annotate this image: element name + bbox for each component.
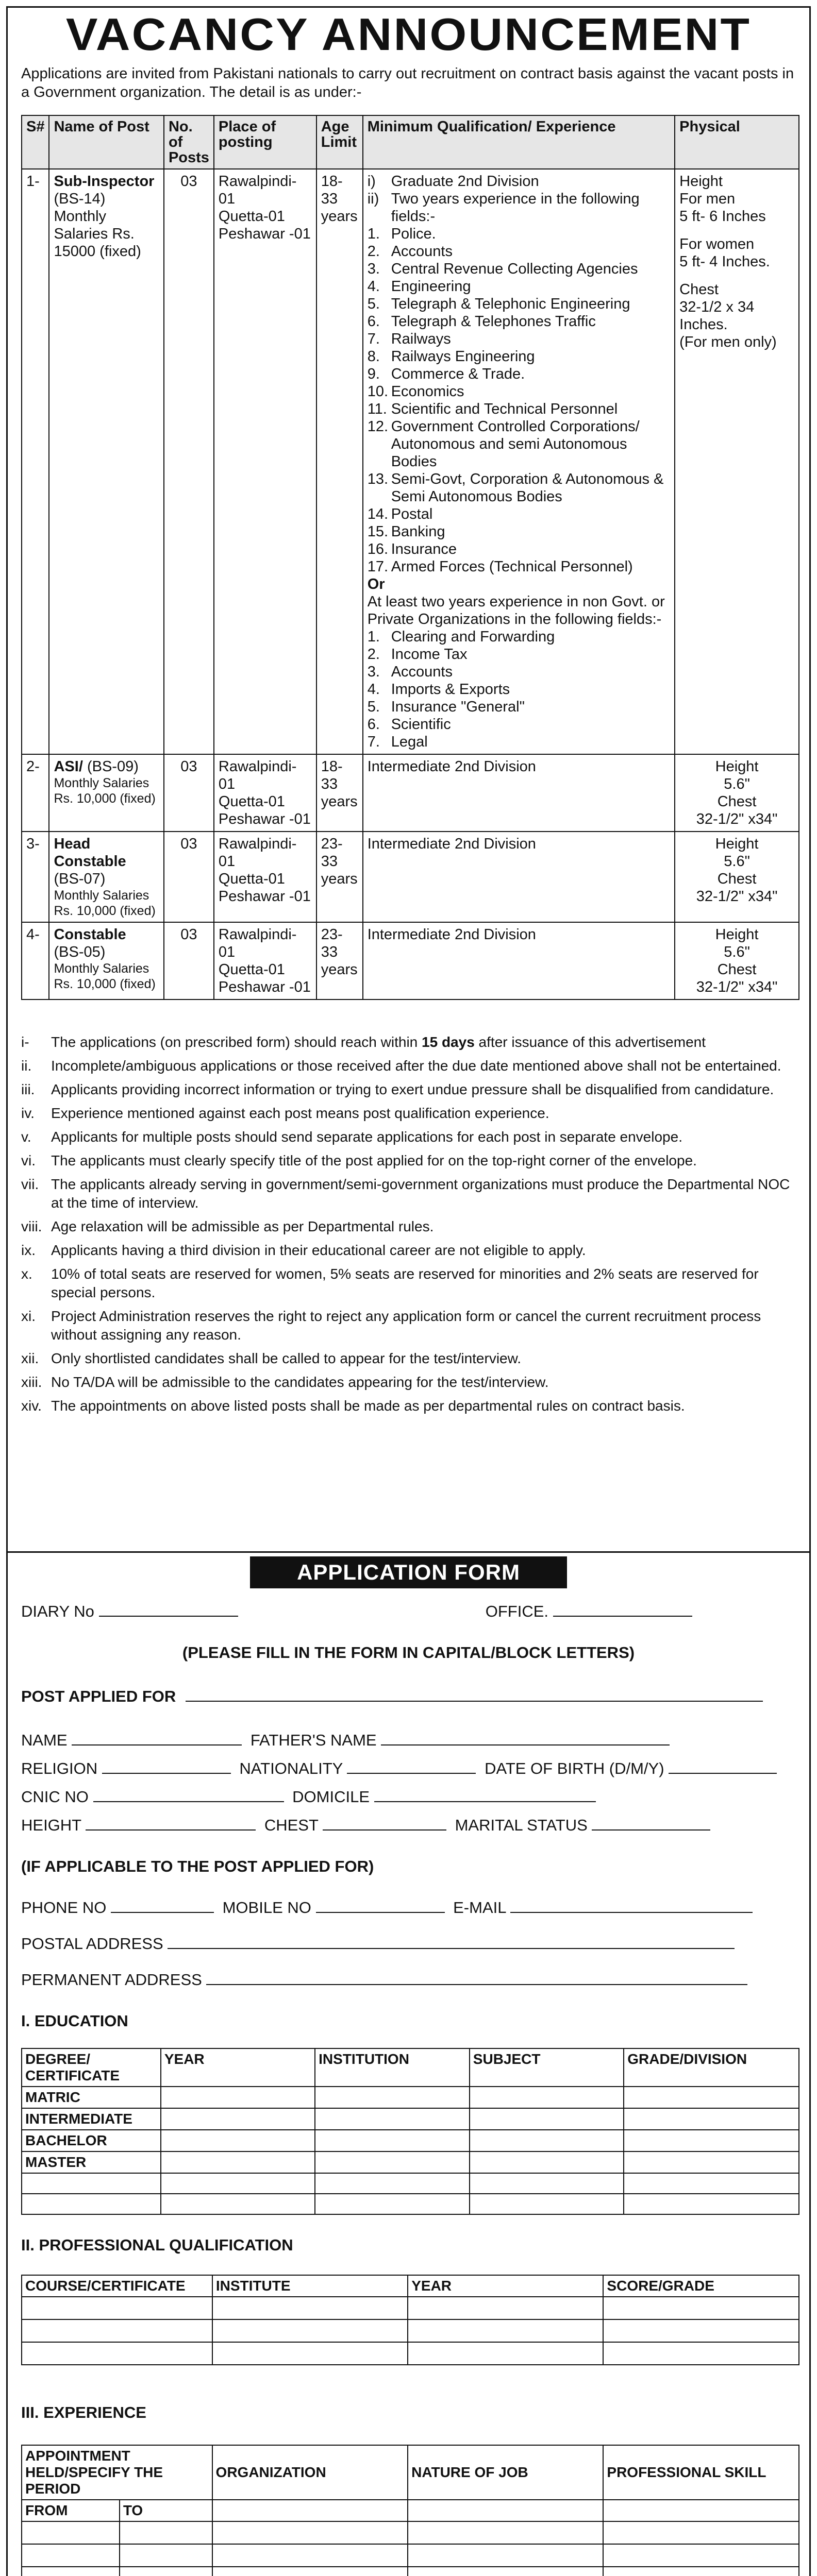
- row-post: [49, 754, 163, 832]
- physical-item: [679, 270, 794, 281]
- email-label: E-MAIL: [453, 1899, 506, 1917]
- post-salary: Monthly Salaries Rs. 15000 (fixed): [54, 208, 141, 260]
- diary-row: [21, 1602, 696, 1621]
- row-no-of-posts: 03: [164, 754, 214, 832]
- domicile-label: DOMICILE: [292, 1788, 370, 1806]
- exp-header-skill: PROFESSIONAL SKILL: [603, 2445, 799, 2500]
- prof-header: COURSE/CERTIFICATE: [22, 2275, 212, 2297]
- vacancy-row: [22, 922, 799, 999]
- edu-degree: BACHELOR: [22, 2130, 161, 2151]
- marital-label: MARITAL STATUS: [455, 1816, 588, 1834]
- header-sn: S#: [22, 115, 49, 169]
- qualification-item: 7. Railways: [367, 331, 451, 347]
- applicable-note: (IF APPLICABLE TO THE POST APPLIED FOR): [21, 1857, 374, 1875]
- exp-cell[interactable]: [603, 2544, 799, 2567]
- qualification-item: 2. Income Tax: [367, 646, 468, 663]
- nationality-label: NATIONALITY: [239, 1759, 343, 1777]
- exp-cell[interactable]: [22, 2544, 120, 2567]
- exp-header-appointment: APPOINTMENT HELD/SPECIFY THE PERIOD: [22, 2445, 212, 2500]
- edu-cell[interactable]: [315, 2151, 470, 2173]
- professional-title: II. PROFESSIONAL QUALIFICATION: [21, 2236, 293, 2254]
- row-post: [49, 922, 163, 999]
- instruction-item: iii. Applicants providing incorrect information or trying to exert undue pressure shall be disqualified from candidature.: [21, 1081, 774, 1097]
- religion-label: RELIGION: [21, 1759, 98, 1777]
- alternate-experience: At least two years experience in non Govt. or Private Organizations in the following fields:-: [367, 594, 665, 628]
- phone-label: PHONE NO: [21, 1899, 107, 1917]
- edu-degree: MATRIC: [22, 2087, 161, 2108]
- place-item: Peshawar -01: [218, 811, 311, 827]
- exp-cell[interactable]: [408, 2544, 603, 2567]
- place-item: Quetta-01: [218, 208, 285, 225]
- edu-header: YEAR: [161, 2048, 315, 2087]
- edu-row: [22, 2194, 799, 2214]
- instruction-item: xi. Project Administration reserves the right to reject any application form or cancel the current recruitment process without assigning any reason.: [21, 1308, 761, 1343]
- postal-field[interactable]: [168, 1935, 735, 1949]
- prof-cell[interactable]: [408, 2342, 603, 2365]
- physical-item: 32-1/2 x 34 Inches.: [679, 299, 755, 333]
- physical-item: 32-1/2" x34": [696, 888, 778, 905]
- education-title: I. EDUCATION: [21, 2012, 128, 2030]
- row-sn: 1-: [22, 169, 49, 754]
- chest-field[interactable]: [323, 1816, 446, 1831]
- qualification-item: 5. Insurance "General": [367, 699, 525, 715]
- header-no-of-posts: No. of Posts: [164, 115, 214, 169]
- exp-cell[interactable]: [120, 2567, 212, 2576]
- edu-cell[interactable]: [161, 2151, 315, 2173]
- post-title: Constable: [54, 926, 126, 943]
- instruction-item: vii. The applicants already serving in government/semi-government organizations must produce the Departmental NOC at the time of interview.: [21, 1176, 790, 1211]
- qualification-item: 17. Armed Forces (Technical Personnel): [367, 558, 633, 575]
- qualification-item: 6. Scientific: [367, 716, 451, 733]
- vacancy-rows: [22, 169, 799, 999]
- edu-header: INSTITUTION: [315, 2048, 470, 2087]
- qualification-item: 1. Police.: [367, 226, 436, 242]
- edu-row: [22, 2130, 799, 2151]
- page-title: VACANCY ANNOUNCEMENT: [65, 9, 752, 60]
- row-sn: 2-: [22, 754, 49, 832]
- row-no-of-posts: 03: [164, 169, 214, 754]
- form-heading: APPLICATION FORM: [250, 1556, 567, 1588]
- row-qualification: Intermediate 2nd Division: [363, 754, 675, 832]
- instruction-item: viii. Age relaxation will be admissible as per Departmental rules.: [21, 1218, 434, 1234]
- edu-cell[interactable]: [470, 2151, 624, 2173]
- prof-row: [22, 2297, 799, 2319]
- edu-cell[interactable]: [315, 2108, 470, 2130]
- edu-cell[interactable]: [470, 2130, 624, 2151]
- chest-label: CHEST: [264, 1816, 319, 1834]
- office-field[interactable]: [553, 1602, 692, 1617]
- qualification-item: 3. Central Revenue Collecting Agencies: [367, 261, 638, 277]
- instruction-item: xiv. The appointments on above listed posts shall be made as per departmental rules on contract basis.: [21, 1398, 685, 1414]
- instruction-item: ix. Applicants having a third division in their educational career are not eligible to apply.: [21, 1242, 586, 1258]
- exp-cell[interactable]: [22, 2567, 120, 2576]
- father-name-label: FATHER'S NAME: [250, 1731, 377, 1749]
- edu-degree: MASTER: [22, 2151, 161, 2173]
- permanent-label: PERMANENT ADDRESS: [21, 1971, 202, 1989]
- post-salary: Monthly Salaries Rs. 10,000 (fixed): [54, 961, 156, 991]
- permanent-field[interactable]: [206, 1971, 747, 1985]
- diary-field[interactable]: [99, 1602, 238, 1617]
- mobile-label: MOBILE NO: [222, 1899, 311, 1917]
- prof-cell[interactable]: [22, 2342, 212, 2365]
- qualification-item: 8. Railways Engineering: [367, 348, 535, 365]
- exp-cell[interactable]: [212, 2567, 408, 2576]
- email-field[interactable]: [510, 1899, 753, 1913]
- qualification-item: 15. Banking: [367, 523, 445, 540]
- row-physical: [675, 169, 799, 754]
- row-place: [214, 922, 316, 999]
- post-salary: Monthly Salaries Rs. 10,000 (fixed): [54, 888, 156, 918]
- fill-instruction: (PLEASE FILL IN THE FORM IN CAPITAL/BLOCK LETTERS): [182, 1643, 635, 1662]
- exp-cell[interactable]: [22, 2521, 120, 2544]
- qualification-item: 14. Postal: [367, 506, 433, 522]
- exp-blank[interactable]: [408, 2500, 603, 2521]
- religion-field[interactable]: [102, 1759, 231, 1774]
- qualification-item: 12. Government Controlled Corporations/ Autonomous and semi Autonomous Bodies: [367, 418, 640, 470]
- education-table: [21, 2048, 799, 2215]
- place-item: Quetta-01: [218, 871, 285, 887]
- edu-cell[interactable]: [470, 2173, 624, 2194]
- post-applied-label: POST APPLIED FOR: [21, 1687, 176, 1705]
- dob-label: DATE OF BIRTH (D/M/Y): [485, 1759, 664, 1777]
- place-item: Rawalpindi-01: [218, 758, 297, 792]
- height-label: HEIGHT: [21, 1816, 81, 1834]
- row-qualification: [363, 169, 675, 754]
- row-post: [49, 169, 163, 754]
- height-field[interactable]: [86, 1816, 256, 1831]
- instruction-item: xii. Only shortlisted candidates shall be called to appear for the test/interview.: [21, 1350, 522, 1366]
- edu-cell[interactable]: [624, 2173, 799, 2194]
- mobile-field[interactable]: [316, 1899, 445, 1913]
- edu-cell[interactable]: [470, 2087, 624, 2108]
- prof-cell[interactable]: [408, 2297, 603, 2319]
- qualification-item: 2. Accounts: [367, 243, 453, 260]
- physical-item: 5.6": [724, 776, 750, 792]
- edu-row: [22, 2173, 799, 2194]
- physical-item: Chest: [717, 961, 757, 978]
- vacancy-row: [22, 754, 799, 832]
- professional-table: [21, 2275, 799, 2365]
- exp-cell[interactable]: [120, 2544, 212, 2567]
- advertisement-page: [6, 6, 811, 2576]
- prof-cell[interactable]: [408, 2319, 603, 2342]
- name-row: [21, 1731, 674, 1750]
- place-item: Peshawar -01: [218, 979, 311, 995]
- edu-row: [22, 2108, 799, 2130]
- phone-field[interactable]: [111, 1899, 214, 1913]
- physical-item: Chest: [717, 793, 757, 810]
- exp-header-from: FROM: [22, 2500, 120, 2521]
- place-item: Peshawar -01: [218, 888, 311, 905]
- edu-cell[interactable]: [315, 2130, 470, 2151]
- instruction-item: ii. Incomplete/ambiguous applications or those received after the due date mentioned above shall not be entertained.: [21, 1058, 781, 1074]
- instructions-list: [21, 1033, 799, 1420]
- edu-cell[interactable]: [624, 2087, 799, 2108]
- row-place: [214, 832, 316, 922]
- row-qualification: Intermediate 2nd Division: [363, 922, 675, 999]
- header-age: Age Limit: [316, 115, 363, 169]
- post-applied-row: [21, 1687, 767, 1706]
- place-item: Quetta-01: [218, 793, 285, 810]
- qualification-item: 7. Legal: [367, 734, 428, 750]
- header-qualification: Minimum Qualification/ Experience: [363, 115, 675, 169]
- qualification-item: 5. Telegraph & Telephonic Engineering: [367, 296, 630, 312]
- nationality-field[interactable]: [347, 1759, 476, 1774]
- instruction-item: i- The applications (on prescribed form) should reach within 15 days after issuance of this advertisement: [21, 1034, 706, 1050]
- physical-item: 32-1/2" x34": [696, 979, 778, 995]
- exp-header-nature: NATURE OF JOB: [408, 2445, 603, 2500]
- row-sn: 3-: [22, 832, 49, 922]
- physical-item: For men: [679, 191, 736, 207]
- qualification-item: 4. Imports & Exports: [367, 681, 510, 698]
- edu-cell[interactable]: [22, 2194, 161, 2214]
- row-physical: [675, 922, 799, 999]
- experience-title: III. EXPERIENCE: [21, 2403, 146, 2421]
- row-no-of-posts: 03: [164, 832, 214, 922]
- edu-header: GRADE/DIVISION: [624, 2048, 799, 2087]
- header-post: Name of Post: [49, 115, 163, 169]
- name-field[interactable]: [72, 1731, 242, 1745]
- edu-degree: INTERMEDIATE: [22, 2108, 161, 2130]
- edu-cell[interactable]: [161, 2130, 315, 2151]
- name-label: NAME: [21, 1731, 68, 1749]
- edu-cell[interactable]: [22, 2173, 161, 2194]
- edu-cell[interactable]: [624, 2130, 799, 2151]
- qualification-item: 9. Commerce & Trade.: [367, 366, 525, 382]
- prof-header: SCORE/GRADE: [603, 2275, 799, 2297]
- prof-cell[interactable]: [22, 2297, 212, 2319]
- post-salary: Monthly Salaries Rs. 10,000 (fixed): [54, 776, 156, 806]
- postal-row: [21, 1935, 739, 1953]
- vacancy-table: [21, 115, 799, 1000]
- exp-header-to: TO: [120, 2500, 212, 2521]
- edu-cell[interactable]: [624, 2151, 799, 2173]
- exp-cell[interactable]: [212, 2544, 408, 2567]
- row-post: [49, 832, 163, 922]
- prof-row: [22, 2319, 799, 2342]
- row-place: [214, 169, 316, 754]
- cnic-label: CNIC NO: [21, 1788, 89, 1806]
- edu-cell[interactable]: [624, 2108, 799, 2130]
- post-scale: (BS-05): [54, 944, 106, 960]
- prof-cell[interactable]: [212, 2342, 408, 2365]
- physical-item: 5 ft- 6 Inches: [679, 208, 766, 225]
- instruction-item: iv. Experience mentioned against each post means post qualification experience.: [21, 1105, 549, 1121]
- row-physical: [675, 832, 799, 922]
- row-age: 23-33 years: [316, 832, 363, 922]
- row-age: 18-33 years: [316, 169, 363, 754]
- prof-cell[interactable]: [212, 2297, 408, 2319]
- header-place: Place of posting: [214, 115, 316, 169]
- place-item: Peshawar -01: [218, 226, 311, 242]
- qualification-item: ii) Two years experience in the following fields:-: [367, 191, 640, 225]
- prof-header: YEAR: [408, 2275, 603, 2297]
- cnic-field[interactable]: [93, 1788, 284, 1802]
- post-scale: (BS-07): [54, 871, 106, 887]
- dob-field[interactable]: [669, 1759, 777, 1774]
- row-age: 18-33 years: [316, 754, 363, 832]
- exp-cell[interactable]: [408, 2521, 603, 2544]
- post-title: Head Constable: [54, 836, 126, 870]
- physical-item: (For men only): [679, 334, 777, 350]
- edu-cell[interactable]: [161, 2087, 315, 2108]
- edu-row: [22, 2087, 799, 2108]
- row-qualification: Intermediate 2nd Division: [363, 832, 675, 922]
- religion-row: [21, 1759, 781, 1778]
- prof-cell[interactable]: [603, 2319, 799, 2342]
- edu-cell[interactable]: [161, 2194, 315, 2214]
- place-item: Rawalpindi-01: [218, 173, 297, 207]
- cnic-row: [21, 1788, 600, 1806]
- physical-item: Height: [715, 758, 759, 775]
- phone-row: [21, 1899, 757, 1917]
- exp-blank[interactable]: [212, 2500, 408, 2521]
- instruction-item: vi. The applicants must clearly specify title of the post applied for on the top-right corner of the envelope.: [21, 1153, 697, 1168]
- prof-header: INSTITUTE: [212, 2275, 408, 2297]
- qualification-item: 13. Semi-Govt, Corporation & Autonomous & Semi Autonomous Bodies: [367, 471, 664, 505]
- physical-item: 5 ft- 4 Inches.: [679, 253, 770, 270]
- edu-cell[interactable]: [315, 2194, 470, 2214]
- row-no-of-posts: 03: [164, 922, 214, 999]
- instruction-item: v. Applicants for multiple posts should send separate applications for each post in separate envelope.: [21, 1129, 682, 1145]
- qualification-item: 11. Scientific and Technical Personnel: [367, 401, 618, 417]
- physical-item: Height: [715, 926, 759, 943]
- row-sn: 4-: [22, 922, 49, 999]
- row-place: [214, 754, 316, 832]
- physical-item: 5.6": [724, 944, 750, 960]
- height-row: [21, 1816, 714, 1835]
- marital-field[interactable]: [592, 1816, 710, 1831]
- edu-cell[interactable]: [161, 2173, 315, 2194]
- exp-blank[interactable]: [603, 2500, 799, 2521]
- domicile-field[interactable]: [374, 1788, 596, 1802]
- exp-row: [22, 2544, 799, 2567]
- edu-cell[interactable]: [315, 2173, 470, 2194]
- physical-item: Height: [715, 836, 759, 852]
- exp-cell[interactable]: [212, 2521, 408, 2544]
- edu-cell[interactable]: [624, 2194, 799, 2214]
- exp-cell[interactable]: [603, 2567, 799, 2576]
- place-item: Rawalpindi-01: [218, 926, 297, 960]
- edu-cell[interactable]: [161, 2108, 315, 2130]
- edu-cell[interactable]: [315, 2087, 470, 2108]
- prof-row: [22, 2342, 799, 2365]
- row-age: 23-33 years: [316, 922, 363, 999]
- exp-cell[interactable]: [408, 2567, 603, 2576]
- prof-cell[interactable]: [212, 2319, 408, 2342]
- prof-cell[interactable]: [603, 2342, 799, 2365]
- physical-item: Height: [679, 173, 723, 190]
- exp-cell[interactable]: [603, 2521, 799, 2544]
- father-name-field[interactable]: [381, 1731, 670, 1745]
- prof-cell[interactable]: [22, 2319, 212, 2342]
- experience-table: [21, 2445, 799, 2576]
- diary-label: DIARY No: [21, 1602, 94, 1620]
- prof-cell[interactable]: [603, 2297, 799, 2319]
- exp-header-organization: ORGANIZATION: [212, 2445, 408, 2500]
- qualification-item: 4. Engineering: [367, 278, 471, 295]
- qualification-item: 1. Clearing and Forwarding: [367, 629, 555, 645]
- qualification-item: 6. Telegraph & Telephones Traffic: [367, 313, 596, 330]
- instruction-item: x. 10% of total seats are reserved for women, 5% seats are reserved for minorities and 2% seats are reserved for special persons.: [21, 1266, 759, 1300]
- permanent-row: [21, 1971, 752, 1989]
- vacancy-row: [22, 832, 799, 922]
- physical-item: Chest: [717, 871, 757, 887]
- physical-item: 5.6": [724, 853, 750, 870]
- edu-header: SUBJECT: [470, 2048, 624, 2087]
- row-physical: [675, 754, 799, 832]
- edu-cell[interactable]: [470, 2108, 624, 2130]
- qualification-item: 10. Economics: [367, 383, 464, 400]
- postal-label: POSTAL ADDRESS: [21, 1935, 163, 1953]
- place-item: Rawalpindi-01: [218, 836, 297, 870]
- office-label: OFFICE.: [485, 1602, 549, 1620]
- physical-item: 32-1/2" x34": [696, 811, 778, 827]
- post-title: Sub-Inspector: [54, 173, 155, 190]
- post-scale: (BS-14): [54, 191, 106, 207]
- edu-header: DEGREE/ CERTIFICATE: [22, 2048, 161, 2087]
- instruction-item: xiii. No TA/DA will be admissible to the candidates appearing for the test/interview.: [21, 1374, 549, 1390]
- edu-row: [22, 2151, 799, 2173]
- vacancy-row: [22, 169, 799, 754]
- header-physical: Physical: [675, 115, 799, 169]
- or-label: Or: [367, 576, 385, 592]
- exp-row: [22, 2521, 799, 2544]
- post-applied-field[interactable]: [186, 1687, 763, 1702]
- physical-item: [679, 225, 794, 235]
- physical-item: Chest: [679, 281, 719, 298]
- qualification-item: 3. Accounts: [367, 664, 453, 680]
- post-title: ASI/ (BS-09): [54, 758, 139, 775]
- intro-paragraph: Applications are invited from Pakistani nationals to carry out recruitment on contract basis against the vacant posts in a Government organization. The detail is as under:-: [21, 65, 794, 100]
- section-divider: [8, 1551, 809, 1553]
- exp-row: [22, 2567, 799, 2576]
- place-item: Quetta-01: [218, 961, 285, 978]
- qualification-item: i) Graduate 2nd Division: [367, 173, 539, 190]
- physical-item: For women: [679, 236, 755, 252]
- edu-cell[interactable]: [470, 2194, 624, 2214]
- exp-cell[interactable]: [120, 2521, 212, 2544]
- qualification-item: 16. Insurance: [367, 541, 457, 557]
